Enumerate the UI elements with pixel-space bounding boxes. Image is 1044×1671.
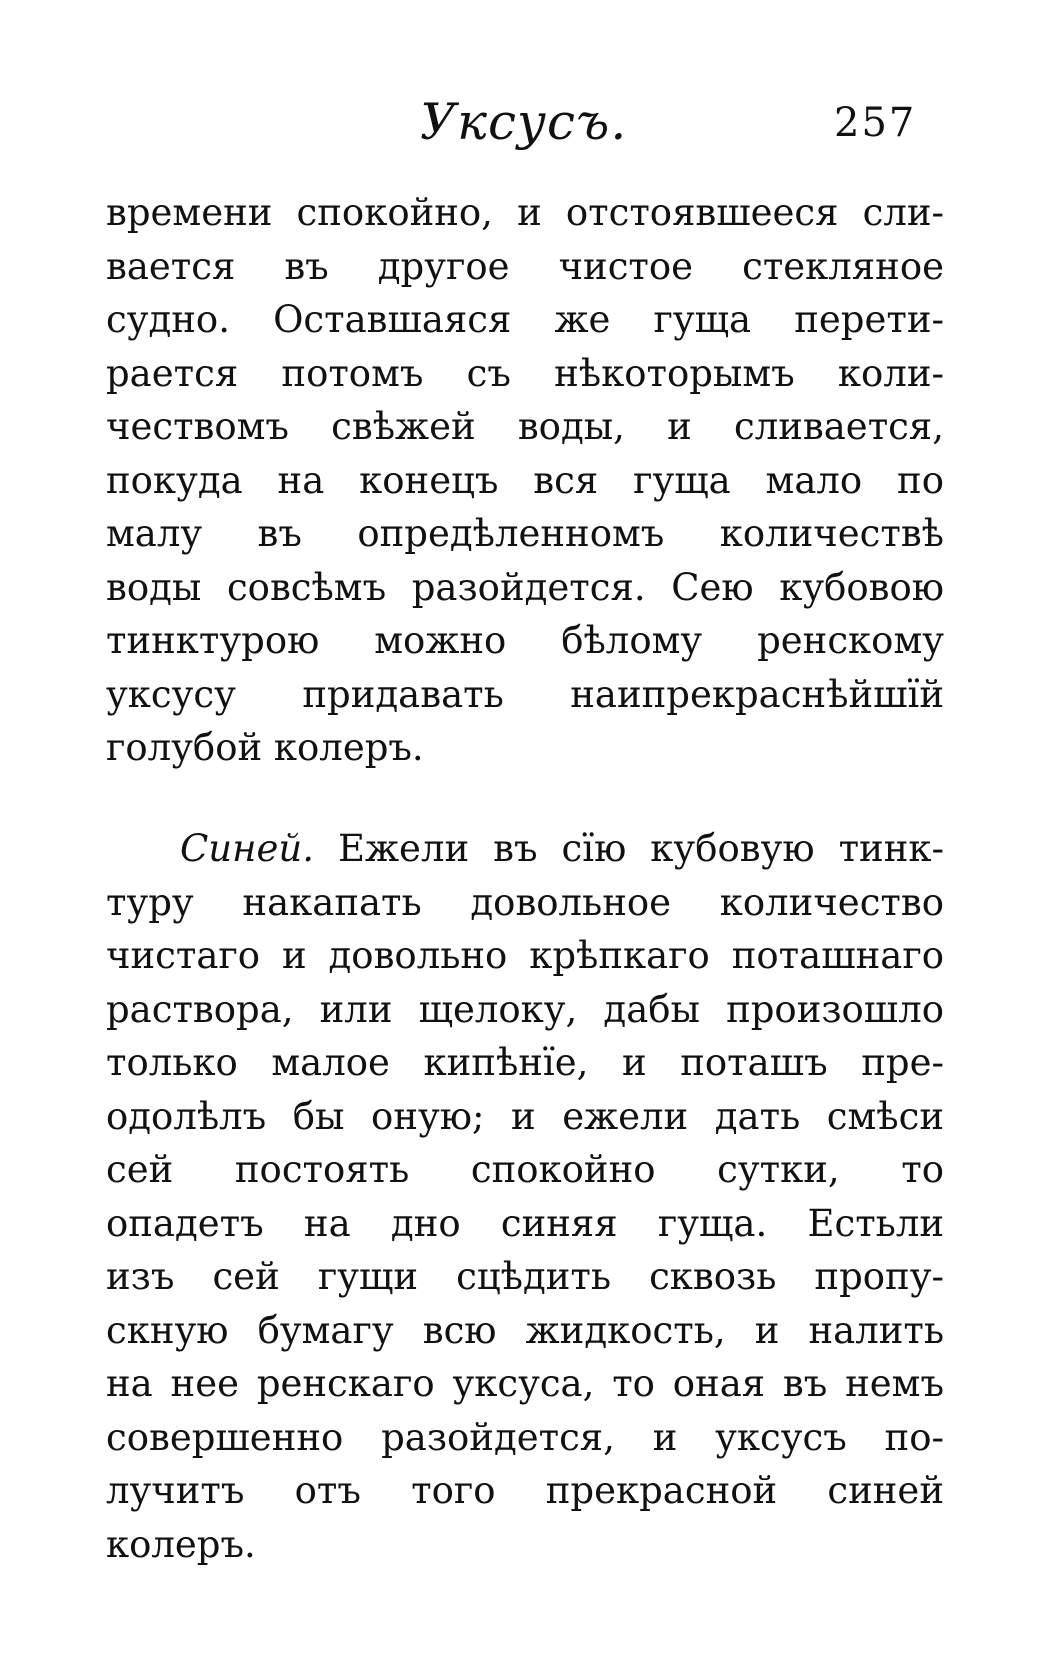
text-line: одолѣлъ бы оную; и ежели дать смѣси (106, 1094, 944, 1138)
text-line: колеръ. (106, 1522, 256, 1566)
text-line: только малое кипѣнїе, и поташъ пре- (106, 1041, 944, 1084)
text-line: на нее ренскаго уксуса, то оная въ немъ (106, 1362, 944, 1405)
text-line: раствора, или щелоку, дабы произошло (106, 987, 944, 1031)
text-line: рается потомъ съ нѣкоторымъ коли- (106, 351, 944, 395)
text-line: воды совсѣмъ разойдется. Сею кубовою (106, 565, 944, 609)
text-line: тинктурою можно бѣлому ренскому (106, 619, 944, 662)
text-line: опадетъ на дно синяя гуща. Естьли (106, 1201, 944, 1245)
paragraph-2 (106, 822, 944, 1571)
text-line: малу въ опредѣленномъ количествѣ (106, 512, 944, 555)
text-line: совершенно разойдется, и уксусъ по- (106, 1415, 944, 1459)
text-line-first (106, 822, 944, 876)
text-line: голубой колеръ. (106, 726, 424, 769)
text-line: чистаго и довольно крѣпкаго поташнаго (106, 934, 944, 977)
text-line: изъ сей гущи сцѣдить сквозь пропу- (106, 1255, 944, 1298)
text-line: чествомъ свѣжей воды, и сливается, (106, 405, 944, 448)
text-line: лучитъ отъ того прекрасной синей (106, 1469, 944, 1512)
running-title: Уксусъ. (420, 93, 628, 151)
paragraph-lead-word: Синей. (180, 827, 314, 870)
page-number: 257 (834, 100, 917, 146)
text-line: скную бумагу всю жидкость, и налить (106, 1308, 944, 1352)
text-line: времени спокойно, и отстоявшееся сли- (106, 191, 944, 234)
text-line: туру накапать довольное количество (106, 880, 944, 924)
first-line-rest: Ежели въ сїю кубовую тинк- (338, 827, 944, 870)
text-line: сей постоять спокойно сутки, то (106, 1148, 944, 1191)
text-line: покуда на конецъ вся гуща мало по (106, 458, 944, 502)
text-line: судно. Оставшаяся же гуща перети- (106, 298, 944, 341)
text-line: уксусу придавать наипрекраснѣйшїй (106, 672, 944, 716)
paragraph-1 (106, 186, 944, 775)
text-line: вается въ другое чистое стекляное (106, 244, 944, 288)
